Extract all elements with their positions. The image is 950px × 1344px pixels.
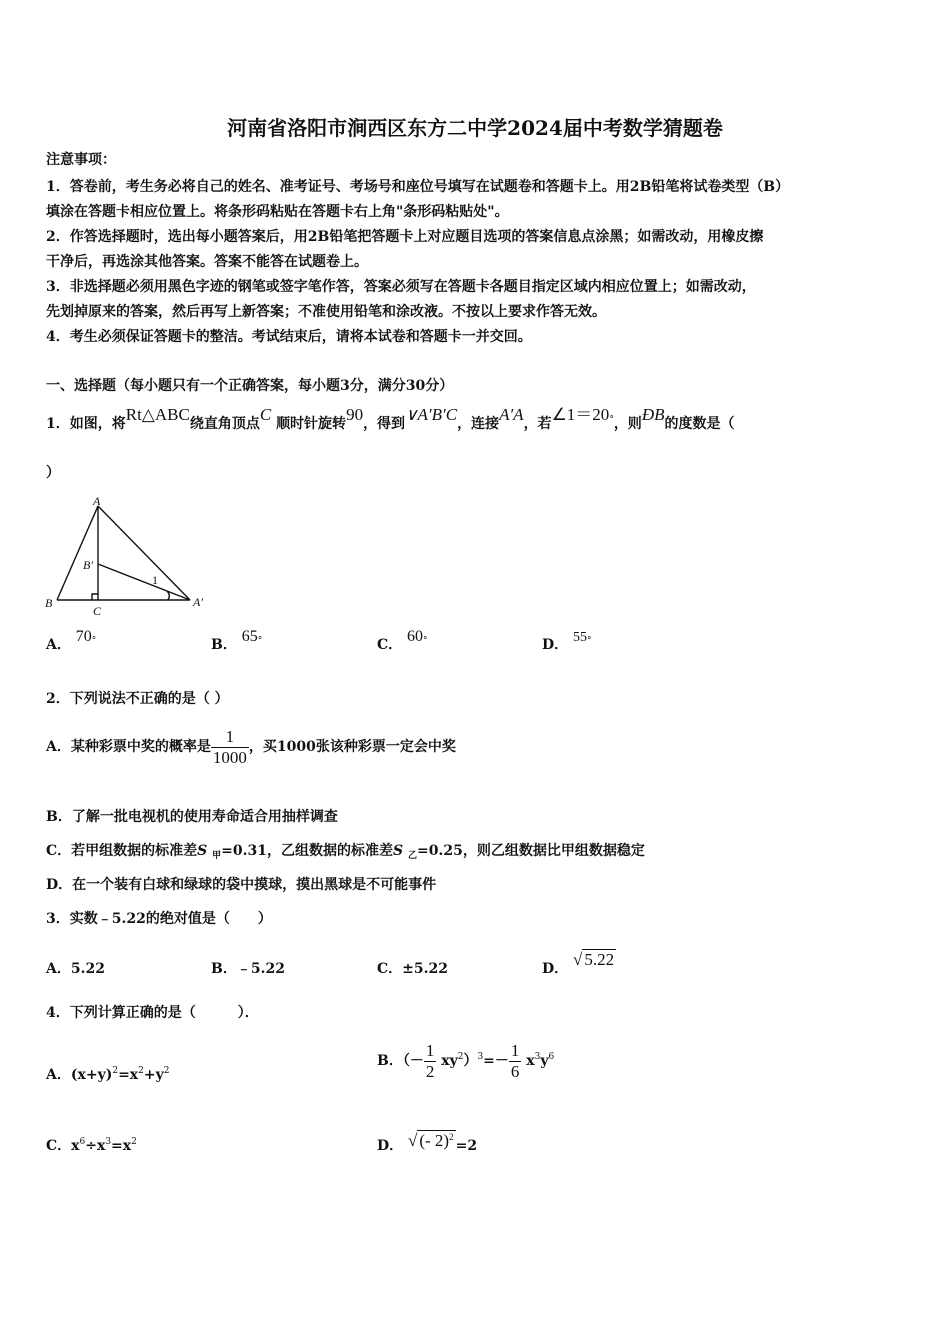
sqrt-expression: √ (- 2)$^2$ <box>408 1131 454 1150</box>
q2-option-a[interactable]: A．某种彩票中奖的概率是 $\frac{1}{1000}$ ，买1000张该种彩票一定会中奖 <box>46 726 456 767</box>
section-heading: 一、选择题（每小题只有一个正确答案，每小题3分，满分30分） <box>46 378 454 394</box>
q2-option-d[interactable]: D．在一个装有白球和绿球的袋中摸球，摸出黑球是不可能事件 <box>46 877 437 893</box>
notice-line-6: 先划掉原来的答案，然后再写上新答案；不准使用铅笔和涂改液。不按以上要求作答无效。 <box>46 304 606 320</box>
question-1-close: ） <box>46 465 60 481</box>
q2-option-c[interactable]: C．若甲组数据的标准差S $_甲$=0.31，乙组数据的标准差S $_乙$=0.25，则乙组数据比甲组数据稳定 <box>46 843 645 861</box>
page-title: 河南省洛阳市涧西区东方二中学2024届中考数学猜题卷 <box>227 116 723 140</box>
q4-option-c[interactable]: C．$x^6\div x^3=x^2$ <box>46 1137 137 1154</box>
label-a-prime: A′ <box>193 595 203 609</box>
q1-option-c[interactable]: C． 60° <box>377 628 428 653</box>
q3-option-c[interactable]: C．±5.22 <box>377 961 448 977</box>
fraction: $\frac{1}{1000}$ <box>212 726 247 767</box>
label-b-prime: B′ <box>83 558 93 572</box>
triangle-figure <box>40 495 215 620</box>
fraction-half: $\frac{1}{2}$ <box>425 1040 435 1081</box>
notice-heading: 注意事项： <box>46 152 116 168</box>
question-2-stem: 2．下列说法不正确的是（ ） <box>46 691 229 707</box>
q4-option-a[interactable]: A．$(x+y)^2=x^2+y^2$ <box>46 1066 170 1083</box>
q2-option-b[interactable]: B．了解一批电视机的使用寿命适合用抽样调查 <box>46 809 338 825</box>
q1-option-a[interactable]: A． 70° <box>46 628 97 653</box>
question-1-stem: 1．如图，将Rt△ABC绕直角顶点C 顺时针旋转90，得到∨A′B′C，连接A′A，若∠1＝20°，则ÐB的度数是（ <box>46 405 735 432</box>
notice-line-1: 1．答卷前，考生务必将自己的姓名、准考证号、考场号和座位号填写在试题卷和答题卡上。用2B铅笔将试卷类型（B） <box>46 179 790 195</box>
fraction-sixth: $\frac{1}{6}$ <box>510 1040 520 1081</box>
label-a: A <box>93 495 101 508</box>
q1-option-b[interactable]: B． 65° <box>211 628 263 653</box>
q3-option-a[interactable]: A．5.22 <box>46 961 105 977</box>
notice-line-3: 2．作答选择题时，选出每小题答案后，用2B铅笔把答题卡上对应题目选项的答案信息点涂黑；如需改动，用橡皮擦 <box>46 229 764 245</box>
q3-option-b[interactable]: B．﹣5.22 <box>211 961 285 977</box>
notice-line-5: 3．非选择题必须用黑色字迹的钢笔或签字笔作答，答案必须写在答题卡各题目指定区域内相应位置上；如需改动， <box>46 279 756 295</box>
q3-option-d[interactable]: D． √ 5.22 <box>542 950 615 977</box>
notice-line-2: 填涂在答题卡相应位置上。将条形码粘贴在答题卡右上角"条形码粘贴处"。 <box>46 204 509 220</box>
q1-option-d[interactable]: D． 55° <box>542 630 592 653</box>
label-angle-1: 1 <box>152 573 158 587</box>
sqrt-expression: √ 5.22 <box>573 950 615 969</box>
label-c: C <box>93 604 102 618</box>
label-b: B <box>45 596 53 610</box>
notice-line-4: 干净后，再选涂其他答案。答案不能答在试题卷上。 <box>46 254 368 270</box>
q4-option-d[interactable]: D． √ (- 2)$^2$=2 <box>377 1131 478 1154</box>
question-3-stem: 3．实数﹣5.22的绝对值是（ ） <box>46 911 272 927</box>
notice-line-7: 4．考生必须保证答题卡的整洁。考试结束后，请将本试卷和答题卡一并交回。 <box>46 329 532 345</box>
question-4-stem: 4．下列计算正确的是（ ）． <box>46 1005 259 1021</box>
q4-option-b[interactable]: B．（－ $\frac{1}{2}$ $xy^2)^3=-$ $\frac{1}{6}$ $x^3y^6$ <box>377 1040 555 1081</box>
